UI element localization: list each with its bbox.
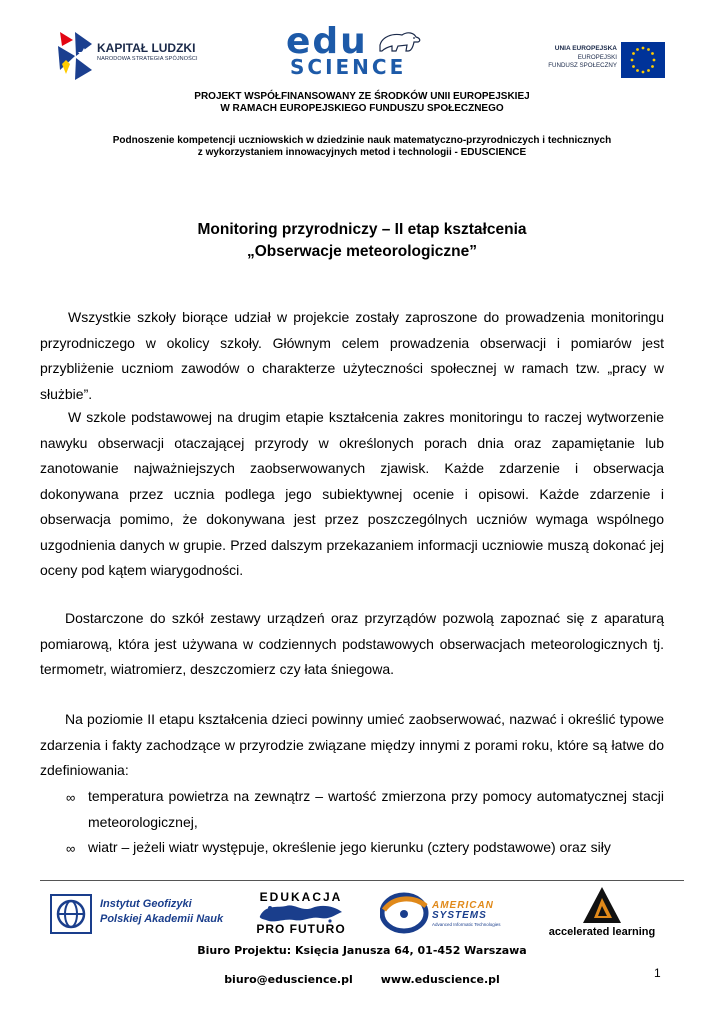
igf-pan-line2: Polskiej Akademii Nauk — [100, 913, 224, 925]
project-office-address: Biuro Projektu: Księcia Janusza 64, 01-452 Warszawa — [197, 944, 527, 957]
project-cofinance-line2: W RAMACH EUROPEJSKIEGO FUNDUSZU SPOŁECZNEGO — [220, 103, 504, 114]
paint-splash-icon — [256, 902, 346, 924]
page-number: 1 — [654, 966, 661, 980]
accelerated-learning-emblem-icon — [582, 886, 622, 924]
igf-emblem-icon — [50, 894, 92, 934]
accelerated-learning-logo — [540, 886, 664, 938]
polar-bear-icon — [378, 29, 422, 53]
eu-logo-line3: FUNDUSZ SPOŁECZNY — [548, 62, 617, 69]
american-systems-logo — [380, 890, 525, 936]
accelerated-learning-name: accelerated learning — [548, 926, 656, 938]
paragraph-1: Wszystkie szkoły biorące udział w projekcie zostały zaproszone do prowadzenia monitoringu przyrodniczego w okolicy szkoły. Głównym celem prowadzenia obserwacji i pomiarów jest przybliżenie uczniom zawodów o charakterze użyteczności społecznej w ramach tzw. „pracy w służbie”. — [40, 309, 664, 402]
bullet-item: wiatr – jeżeli wiatr występuje, określenie jego kierunku (cztery podstawowe) oraz siły — [88, 839, 611, 855]
bullet-item: temperatura powietrza na zewnątrz – wartość zmierzona przy pomocy automatycznej stacji meteorologicznej, — [88, 788, 664, 830]
eu-logo-line1: UNIA EUROPEJSKA — [554, 45, 617, 52]
kapital-ludzki-subtitle: NARODOWA STRATEGIA SPÓJNOŚCI — [97, 56, 198, 62]
bullet-symbol: ∞ — [66, 841, 76, 856]
igf-pan-line1: Instytut Geofizyki — [100, 898, 192, 910]
paragraph-4: Na poziomie II etapu kształcenia dzieci powinny umieć zaobserwować, nazwać i określić typowe zdarzenia i fakty zachodzące w przyrodzie związane między innymi z porami roku, które są łatwe do zdefiniowania: — [40, 711, 664, 778]
american-systems-line1: AMERICAN — [432, 900, 494, 911]
website-link[interactable]: www.eduscience.pl — [380, 973, 500, 986]
paragraph-2: W szkole podstawowej na drugim etapie kształcenia zakres monitoringu to raczej wytworzenie nawyku obserwacji otaczającej przyrody w określonych porach dnia oraz zapamiętanie lub zanotowanie najważniejszych zaobserwowanych zjawisk. Każde zdarzenie i obserwacja dokonywana przez ucznia podlega jego subiektywnej ocenie i opisowi. Każde zdarzenie i obserwacja pomimo, że dokonywana jest przez poszczególnych uczniów wymaga wspólnego uzgodnienia danych w grupie. Przed dalszym przekazaniem informacji uczniowie muszą dokonać jej oceny pod kątem wiarygodności. — [40, 409, 664, 578]
kapital-ludzki-logo — [56, 30, 216, 82]
paragraph-3: Dostarczone do szkół zestawy urządzeń oraz przyrządów pozwolą zapoznać się z aparaturą pomiarową, która jest używana w codziennych podstawowych obserwacjach meteorologicznych tj. termometr, wiatromierz, deszczomierz czy łata śniegowa. — [40, 610, 664, 677]
page-subtitle: „Obserwacje meteorologiczne” — [247, 243, 477, 260]
page-title: Monitoring przyrodniczy – II etap kształcenia — [197, 221, 527, 238]
eduscience-logo — [278, 21, 428, 81]
eduscience-logo-edu: edu — [286, 21, 368, 62]
american-systems-line2: SYSTEMS — [432, 910, 487, 921]
igf-pan-name — [100, 897, 223, 927]
contact-email-link[interactable]: biuro@eduscience.pl — [224, 973, 353, 986]
edukacja-logo-line1: EDUKACJA — [259, 890, 343, 904]
kapital-ludzki-title: KAPITAŁ LUDZKI — [97, 41, 196, 55]
american-systems-emblem-icon — [380, 892, 430, 934]
igf-pan-logo — [50, 894, 225, 934]
project-description-line1: Podnoszenie kompetencji uczniowskich w dziedzinie nauk matematyczno-przyrodniczych i technicznych — [112, 135, 612, 146]
american-systems-tagline: Advanced Informatic Technologies — [432, 922, 501, 927]
footer-divider — [40, 880, 684, 881]
eduscience-logo-science: SCIENCE — [290, 55, 407, 79]
project-description-line2: z wykorzystaniem innowacyjnych metod i technologii - EDUSCIENCE — [197, 147, 527, 158]
contact-line — [40, 973, 684, 986]
bullet-symbol: ∞ — [66, 790, 76, 805]
project-cofinance-line1: PROJEKT WSPÓŁFINANSOWANY ZE ŚRODKÓW UNII EUROPEJSKIEJ — [194, 91, 530, 102]
eu-social-fund-logo — [525, 42, 665, 82]
eu-logo-line2: EUROPEJSKI — [577, 54, 617, 61]
edukacja-logo-line2: PRO FUTURO — [256, 922, 346, 936]
edukacja-pro-futuro-logo — [238, 888, 364, 940]
eu-flag-icon — [621, 42, 665, 78]
kapital-ludzki-emblem-icon — [56, 30, 94, 82]
